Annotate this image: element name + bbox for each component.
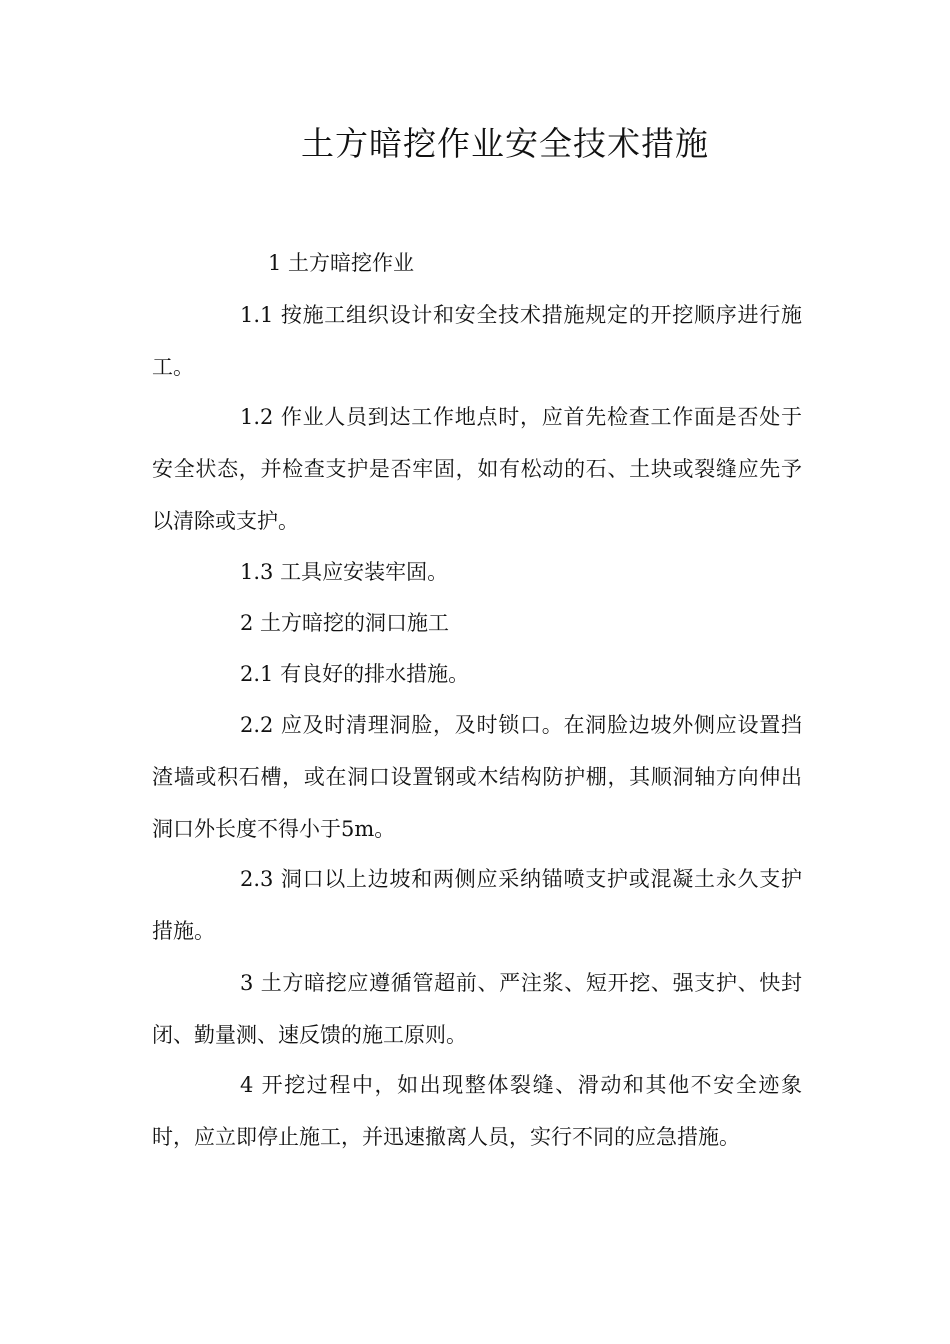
paragraph-2-1: 2.1 有良好的排水措施。	[240, 662, 470, 686]
paragraph-2-2: 2.2 应及时清理洞脸，及时锁口。在洞脸边坡外侧应设置挡渣墙或积石槽，或在洞口设置钢或木结构防护棚，其顺洞轴方向伸出洞口外长度不得小于5m。	[152, 713, 802, 841]
paragraph-1-3: 1.3 工具应安装牢固。	[240, 560, 449, 584]
paragraph-2-3: 2.3 洞口以上边坡和两侧应采纳锚喷支护或混凝土永久支护措施。	[152, 867, 802, 943]
paragraph-1-2: 1.2 作业人员到达工作地点时，应首先检查工作面是否处于安全状态，并检查支护是否牢固，如有松动的石、土块或裂缝应先予以清除或支护。	[152, 405, 802, 533]
section-heading-2: 2 土方暗挖的洞口施工	[240, 611, 450, 635]
document-title: 土方暗挖作业安全技术措施	[301, 124, 709, 163]
paragraph-4: 4 开挖过程中，如出现整体裂缝、滑动和其他不安全迹象时，应立即停止施工，并迅速撤离人员，实行不同的应急措施。	[152, 1073, 802, 1149]
paragraph-3: 3 土方暗挖应遵循管超前、严注浆、短开挖、强支护、快封闭、勤量测、速反馈的施工原则。	[152, 971, 802, 1047]
paragraph-1-1: 1.1 按施工组织设计和安全技术措施规定的开挖顺序进行施工。	[152, 303, 802, 379]
section-heading-1: 1 土方暗挖作业	[268, 251, 415, 275]
